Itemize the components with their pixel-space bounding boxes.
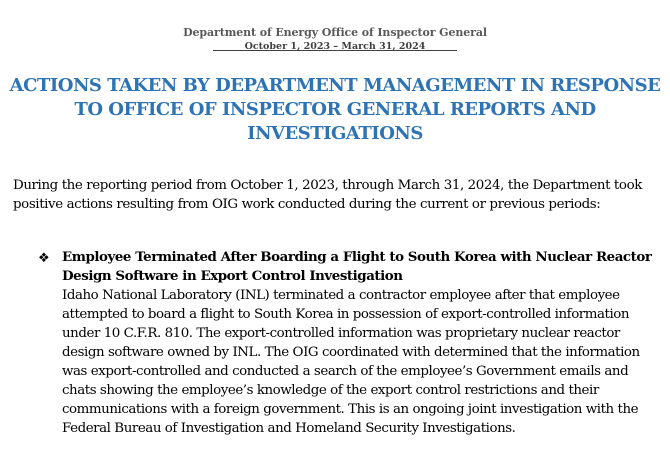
- intro-paragraph: During the reporting period from October 1, 2023, through March 31, 2024, the Department took positive actions resulting from OIG work conducted during the current or previous periods:: [13, 178, 642, 212]
- header-organization: Department of Energy Office of Inspector General: [183, 26, 487, 39]
- list-item: [38, 248, 663, 438]
- diamond-bullet-icon: ❖: [38, 251, 50, 266]
- page-header: [0, 26, 670, 52]
- header-period-line: [0, 39, 670, 52]
- document-title: ACTIONS TAKEN BY DEPARTMENT MANAGEMENT IN RESPONSE TO OFFICE OF INSPECTOR GENERAL REPORTS AND INVESTIGATIONS: [9, 75, 661, 144]
- item-heading: Employee Terminated After Boarding a Flight to South Korea with Nuclear Reactor Design Software in Export Control Investigation: [62, 249, 652, 284]
- item-body: Idaho National Laboratory (INL) terminated a contractor employee after that employee attempted to board a flight to South Korea in possession of export-controlled information under 10 C.F.R. 810. The export-controlled information was proprietary nuclear reactor design software owned by INL. The OIG coordinated with determined that the information was export-controlled and conducted a search of the employee’s Government emails and chats showing the employee’s knowledge of the export control restrictions and their communications with a foreign government. This is an ongoing joint investigation with the Federal Bureau of Investigation and Homeland Security Investigations.: [62, 288, 640, 436]
- header-period: October 1, 2023 – March 31, 2024: [244, 41, 426, 52]
